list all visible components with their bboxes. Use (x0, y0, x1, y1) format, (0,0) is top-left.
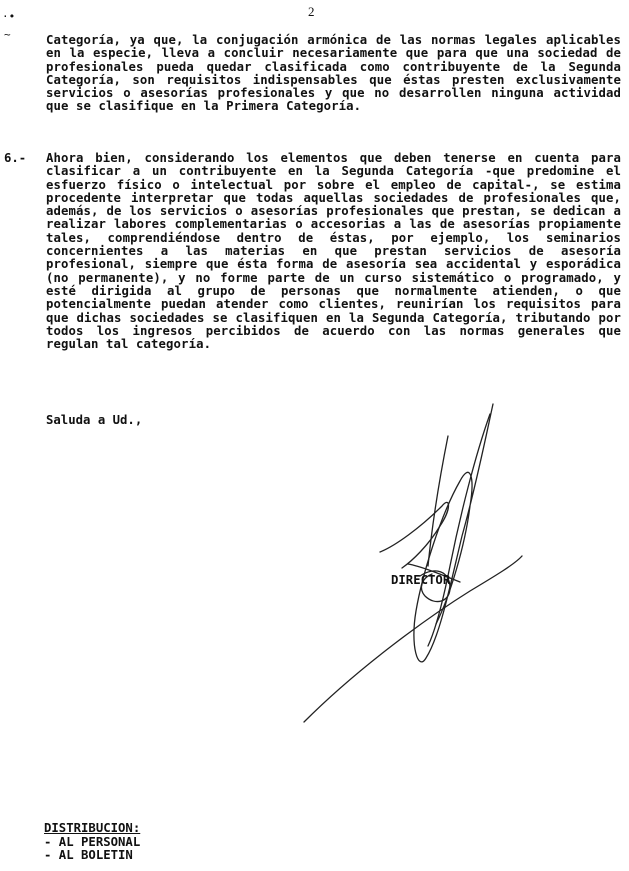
margin-mark: ·• (2, 10, 16, 23)
handwritten-signature (300, 396, 540, 726)
distribution-list (44, 822, 140, 863)
margin-mark-tilde: ~ (4, 28, 11, 41)
closing-greeting: Saluda a Ud., (46, 413, 143, 427)
signer-title: DIRECTOR (391, 573, 451, 587)
distribution-item: - AL PERSONAL (44, 834, 141, 849)
distribution-heading: DISTRIBUCION: (44, 821, 141, 835)
paragraph-6: Ahora bien, considerando los elementos que deben tenerse en cuenta para clasificar a un contribuyente en la Segunda Categoría -que predomine el esfuerzo físico o intelectual por sobre el empleo de capital-, se estima procedente interpretar que todas aquellas sociedades de profesionales que, además, de los servicios o asesorías profesionales que prestan, se dedican a realizar labores complementarias o accesorias a las de asesorías propiamente tales, comprendiéndose dentro de éstas, por ejemplo, los seminarios concernientes a las materias en que prestan servicios de asesoría profesional, siempre que ésta forma de asesoría sea accidental y esporádica (no permanente), y no forme parte de un curso sistemático o programado, y esté dirigida al grupo de personas que normalmente atienden, o que potencialmente puedan atender como clientes, reunirían los requisitos para que dichas sociedades se clasifiquen en la Segunda Categoría, tributando por todos los ingresos percibidos de acuerdo con las normas generales que regulan tal categoría. (46, 151, 621, 352)
signature (300, 396, 540, 726)
distribution-item: - AL BOLETIN (44, 848, 133, 862)
page-number: 2 (308, 4, 315, 19)
paragraph-6-number: 6.- (4, 151, 27, 165)
paragraph-5-continuation: Categoría, ya que, la conjugación armónica de las normas legales aplicables en la especie, lleva a concluir necesariamente que para que una sociedad de profesionales pueda quedar clasificada como contribuyente de la Segunda Categoría, son requisitos indispensables que éstas presten exclusivamente servicios o asesorías profesionales y que no desarrollen ninguna actividad que se clasifique en la Primera Categoría. (46, 33, 621, 114)
